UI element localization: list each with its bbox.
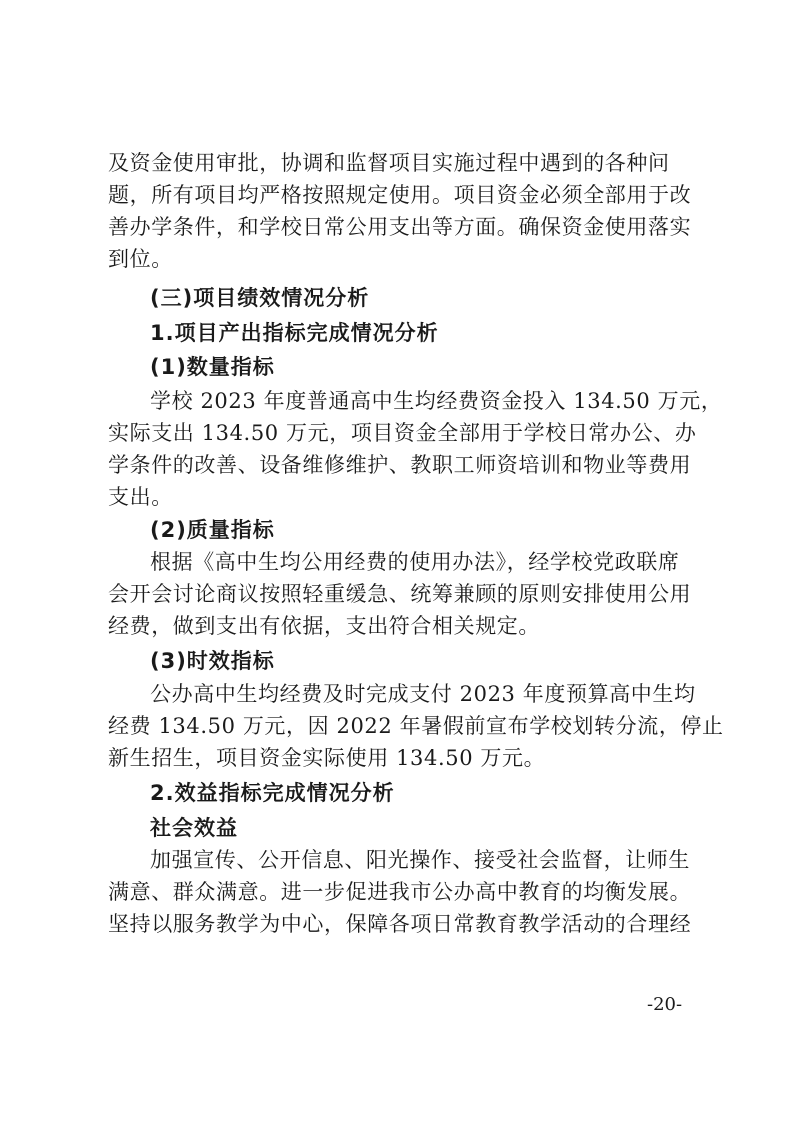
paragraph-line: 根据《高中生均公用经费的使用办法》，经学校党政联席 bbox=[150, 550, 680, 574]
subsection-heading: (2)质量指标 bbox=[150, 518, 275, 542]
paragraph-line: 实际支出 134.50 万元，项目资金全部用于学校日常办公、办 bbox=[108, 421, 697, 445]
paragraph-line: 到位。 bbox=[108, 247, 173, 271]
paragraph-line: 学校 2023 年度普通高中生均经费资金投入 134.50 万元， bbox=[150, 389, 723, 413]
section-heading: (三)项目绩效情况分析 bbox=[150, 286, 370, 310]
paragraph-line: 会开会讨论商议按照轻重缓急、统筹兼顾的原则安排使用公用 bbox=[108, 582, 692, 606]
paragraph-line: 善办学条件，和学校日常公用支出等方面。确保资金使用落实 bbox=[108, 215, 692, 239]
page-number: -20- bbox=[647, 994, 683, 1015]
subsection-heading: 2.效益指标完成情况分析 bbox=[150, 781, 395, 805]
paragraph-line: 学条件的改善、设备维修维护、教职工师资培训和物业等费用 bbox=[108, 453, 692, 477]
paragraph-line: 新生招生，项目资金实际使用 134.50 万元。 bbox=[108, 746, 546, 770]
paragraph-line: 经费 134.50 万元，因 2022 年暑假前宣布学校划转分流，停止 bbox=[108, 714, 724, 738]
paragraph-line: 及资金使用审批，协调和监督项目实施过程中遇到的各种问 bbox=[108, 151, 670, 175]
paragraph-line: 支出。 bbox=[108, 485, 173, 509]
paragraph-line: 加强宣传、公开信息、阳光操作、接受社会监督，让师生 bbox=[150, 848, 690, 872]
paragraph-line: 经费，做到支出有依据，支出符合相关规定。 bbox=[108, 614, 540, 638]
paragraph-line: 公办高中生均经费及时完成支付 2023 年度预算高中生均 bbox=[150, 682, 696, 706]
paragraph-line: 题，所有项目均严格按照规定使用。项目资金必须全部用于改 bbox=[108, 183, 692, 207]
paragraph-line: 满意、群众满意。进一步促进我市公办高中教育的均衡发展。 bbox=[108, 880, 692, 904]
paragraph-line: 坚持以服务教学为中心，保障各项日常教育教学活动的合理经 bbox=[108, 912, 692, 936]
subsection-heading: 1.项目产出指标完成情况分析 bbox=[150, 321, 439, 345]
subsection-heading: (3)时效指标 bbox=[150, 649, 275, 673]
subsection-heading: 社会效益 bbox=[150, 816, 238, 840]
subsection-heading: (1)数量指标 bbox=[150, 355, 275, 379]
